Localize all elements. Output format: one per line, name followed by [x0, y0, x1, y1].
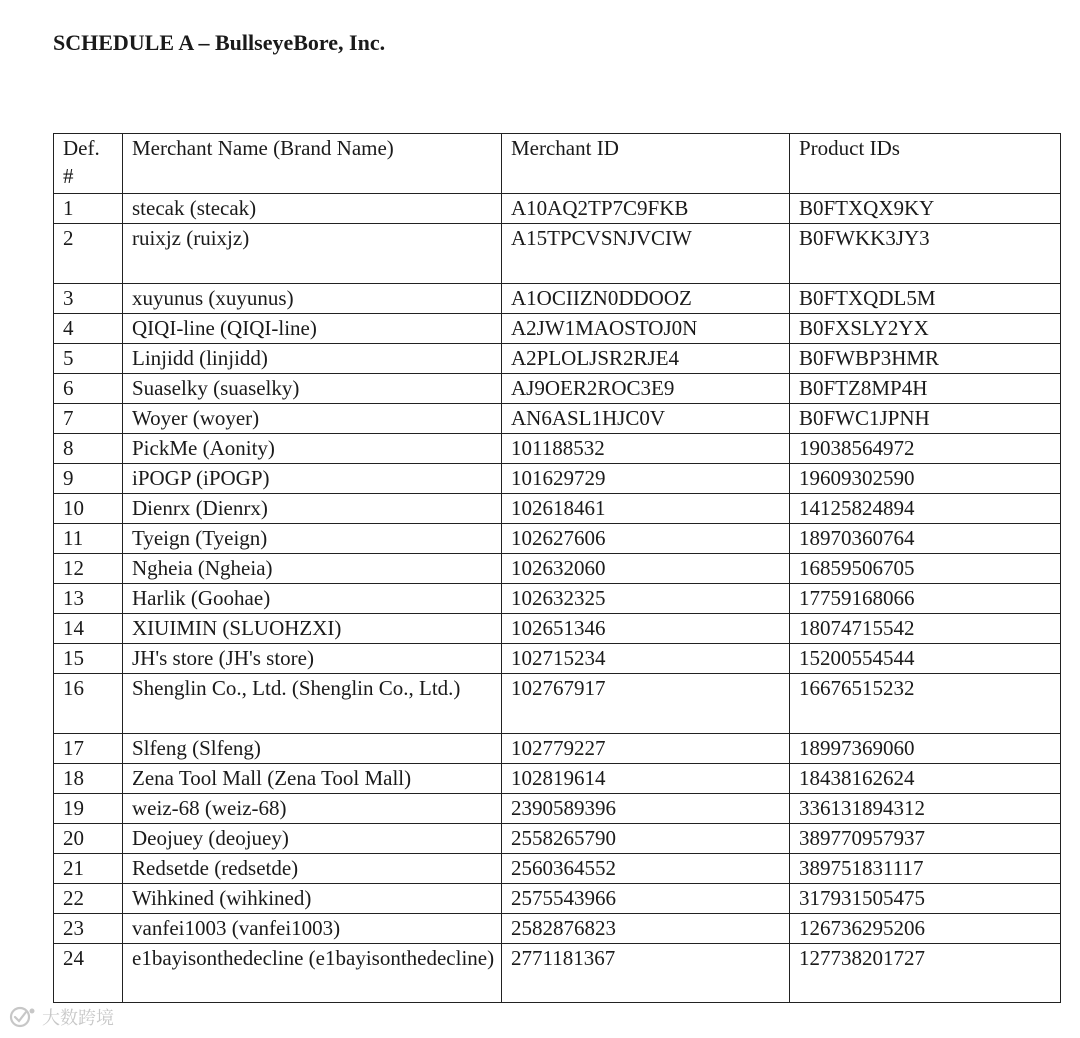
merchant-id-cell: 102618461: [502, 494, 790, 524]
product-id-cell: B0FTXQX9KY: [790, 194, 1061, 224]
merchant-name-cell: weiz-68 (weiz-68): [123, 794, 502, 824]
product-id-cell: B0FWKK3JY3: [790, 224, 1061, 284]
merchant-id-cell: 2560364552: [502, 854, 790, 884]
table-row: [54, 404, 1061, 434]
def-number-cell: 17: [54, 734, 123, 764]
product-id-cell: B0FXSLY2YX: [790, 314, 1061, 344]
watermark-logo-icon: [8, 1005, 38, 1029]
header-merchant-name: Merchant Name (Brand Name): [123, 134, 502, 194]
product-id-cell: 317931505475: [790, 884, 1061, 914]
merchant-name-cell: Suaselky (suaselky): [123, 374, 502, 404]
merchant-id-cell: 102632060: [502, 554, 790, 584]
merchant-name-cell: QIQI-line (QIQI-line): [123, 314, 502, 344]
table-row: [54, 584, 1061, 614]
product-id-cell: 127738201727: [790, 944, 1061, 1003]
merchant-name-cell: e1bayisonthedecline (e1bayisonthedecline): [123, 944, 502, 1003]
merchant-name-cell: PickMe (Aonity): [123, 434, 502, 464]
def-number-cell: 24: [54, 944, 123, 1003]
merchant-id-cell: AJ9OER2ROC3E9: [502, 374, 790, 404]
table-row: [54, 854, 1061, 884]
table-row: [54, 224, 1061, 284]
merchant-id-cell: A15TPCVSNJVCIW: [502, 224, 790, 284]
merchant-id-cell: 102715234: [502, 644, 790, 674]
product-id-cell: 19609302590: [790, 464, 1061, 494]
product-id-cell: B0FTZ8MP4H: [790, 374, 1061, 404]
merchant-name-cell: Redsetde (redsetde): [123, 854, 502, 884]
header-row: [54, 134, 1061, 194]
product-id-cell: B0FWBP3HMR: [790, 344, 1061, 374]
table-row: [54, 314, 1061, 344]
table-row: [54, 944, 1061, 1003]
merchant-name-cell: stecak (stecak): [123, 194, 502, 224]
product-id-cell: 126736295206: [790, 914, 1061, 944]
merchant-name-cell: JH's store (JH's store): [123, 644, 502, 674]
table-row: [54, 764, 1061, 794]
def-number-cell: 9: [54, 464, 123, 494]
def-number-cell: 6: [54, 374, 123, 404]
merchant-id-cell: 2575543966: [502, 884, 790, 914]
merchant-name-cell: Shenglin Co., Ltd. (Shenglin Co., Ltd.): [123, 674, 502, 734]
product-id-cell: 15200554544: [790, 644, 1061, 674]
table-row: [54, 284, 1061, 314]
def-number-cell: 4: [54, 314, 123, 344]
def-number-cell: 11: [54, 524, 123, 554]
watermark: [8, 1004, 114, 1030]
def-number-cell: 14: [54, 614, 123, 644]
def-number-cell: 8: [54, 434, 123, 464]
merchant-id-cell: 2558265790: [502, 824, 790, 854]
def-number-cell: 18: [54, 764, 123, 794]
def-number-cell: 22: [54, 884, 123, 914]
def-number-cell: 12: [54, 554, 123, 584]
table-row: [54, 914, 1061, 944]
merchant-name-cell: Tyeign (Tyeign): [123, 524, 502, 554]
product-id-cell: 389770957937: [790, 824, 1061, 854]
table-row: [54, 644, 1061, 674]
table-row: [54, 194, 1061, 224]
merchant-name-cell: Linjidd (linjidd): [123, 344, 502, 374]
product-id-cell: 16676515232: [790, 674, 1061, 734]
merchant-name-cell: Woyer (woyer): [123, 404, 502, 434]
product-id-cell: 18970360764: [790, 524, 1061, 554]
merchant-name-cell: ruixjz (ruixjz): [123, 224, 502, 284]
document-title: SCHEDULE A – BullseyeBore, Inc.: [53, 30, 386, 55]
header-def-line1: Def.: [63, 136, 100, 160]
def-number-cell: 13: [54, 584, 123, 614]
merchant-id-cell: 102819614: [502, 764, 790, 794]
merchant-id-cell: 102767917: [502, 674, 790, 734]
table-row: [54, 824, 1061, 854]
table-row: [54, 344, 1061, 374]
merchant-name-cell: vanfei1003 (vanfei1003): [123, 914, 502, 944]
def-number-cell: 15: [54, 644, 123, 674]
merchant-id-cell: AN6ASL1HJC0V: [502, 404, 790, 434]
table-row: [54, 674, 1061, 734]
product-id-cell: 19038564972: [790, 434, 1061, 464]
def-number-cell: 16: [54, 674, 123, 734]
def-number-cell: 20: [54, 824, 123, 854]
table-body: [54, 194, 1061, 1003]
merchant-name-cell: Zena Tool Mall (Zena Tool Mall): [123, 764, 502, 794]
merchant-name-cell: XIUIMIN (SLUOHZXI): [123, 614, 502, 644]
header-merchant-id: Merchant ID: [502, 134, 790, 194]
header-def-line2: #: [63, 164, 74, 188]
merchant-name-cell: iPOGP (iPOGP): [123, 464, 502, 494]
table-row: [54, 554, 1061, 584]
table-row: [54, 734, 1061, 764]
merchant-id-cell: 2771181367: [502, 944, 790, 1003]
header-def-number: [54, 134, 123, 194]
merchant-id-cell: A2PLOLJSR2RJE4: [502, 344, 790, 374]
merchant-name-cell: Wihkined (wihkined): [123, 884, 502, 914]
merchant-id-cell: 102651346: [502, 614, 790, 644]
merchant-id-cell: 101188532: [502, 434, 790, 464]
merchant-id-cell: A10AQ2TP7C9FKB: [502, 194, 790, 224]
table-row: [54, 884, 1061, 914]
product-id-cell: 336131894312: [790, 794, 1061, 824]
merchant-name-cell: Harlik (Goohae): [123, 584, 502, 614]
def-number-cell: 7: [54, 404, 123, 434]
merchant-id-cell: 102627606: [502, 524, 790, 554]
def-number-cell: 1: [54, 194, 123, 224]
header-product-ids: Product IDs: [790, 134, 1061, 194]
merchant-id-cell: A1OCIIZN0DDOOZ: [502, 284, 790, 314]
table-row: [54, 494, 1061, 524]
merchant-id-cell: 2582876823: [502, 914, 790, 944]
product-id-cell: 18074715542: [790, 614, 1061, 644]
product-id-cell: 16859506705: [790, 554, 1061, 584]
merchant-name-cell: Deojuey (deojuey): [123, 824, 502, 854]
def-number-cell: 5: [54, 344, 123, 374]
table-row: [54, 464, 1061, 494]
def-number-cell: 3: [54, 284, 123, 314]
def-number-cell: 10: [54, 494, 123, 524]
def-number-cell: 21: [54, 854, 123, 884]
table-row: [54, 374, 1061, 404]
schedule-table: [53, 133, 1061, 1003]
def-number-cell: 2: [54, 224, 123, 284]
merchant-id-cell: 102632325: [502, 584, 790, 614]
def-number-cell: 19: [54, 794, 123, 824]
product-id-cell: 17759168066: [790, 584, 1061, 614]
product-id-cell: 389751831117: [790, 854, 1061, 884]
merchant-name-cell: Dienrx (Dienrx): [123, 494, 502, 524]
merchant-id-cell: A2JW1MAOSTOJ0N: [502, 314, 790, 344]
merchant-id-cell: 2390589396: [502, 794, 790, 824]
table-row: [54, 524, 1061, 554]
product-id-cell: B0FTXQDL5M: [790, 284, 1061, 314]
merchant-name-cell: Ngheia (Ngheia): [123, 554, 502, 584]
table-row: [54, 794, 1061, 824]
table-row: [54, 434, 1061, 464]
product-id-cell: 14125824894: [790, 494, 1061, 524]
product-id-cell: 18438162624: [790, 764, 1061, 794]
merchant-id-cell: 102779227: [502, 734, 790, 764]
product-id-cell: 18997369060: [790, 734, 1061, 764]
merchant-name-cell: xuyunus (xuyunus): [123, 284, 502, 314]
merchant-id-cell: 101629729: [502, 464, 790, 494]
watermark-text: 大数跨境: [42, 1008, 114, 1029]
table-header: [54, 134, 1061, 194]
def-number-cell: 23: [54, 914, 123, 944]
table-row: [54, 614, 1061, 644]
product-id-cell: B0FWC1JPNH: [790, 404, 1061, 434]
merchant-name-cell: Slfeng (Slfeng): [123, 734, 502, 764]
